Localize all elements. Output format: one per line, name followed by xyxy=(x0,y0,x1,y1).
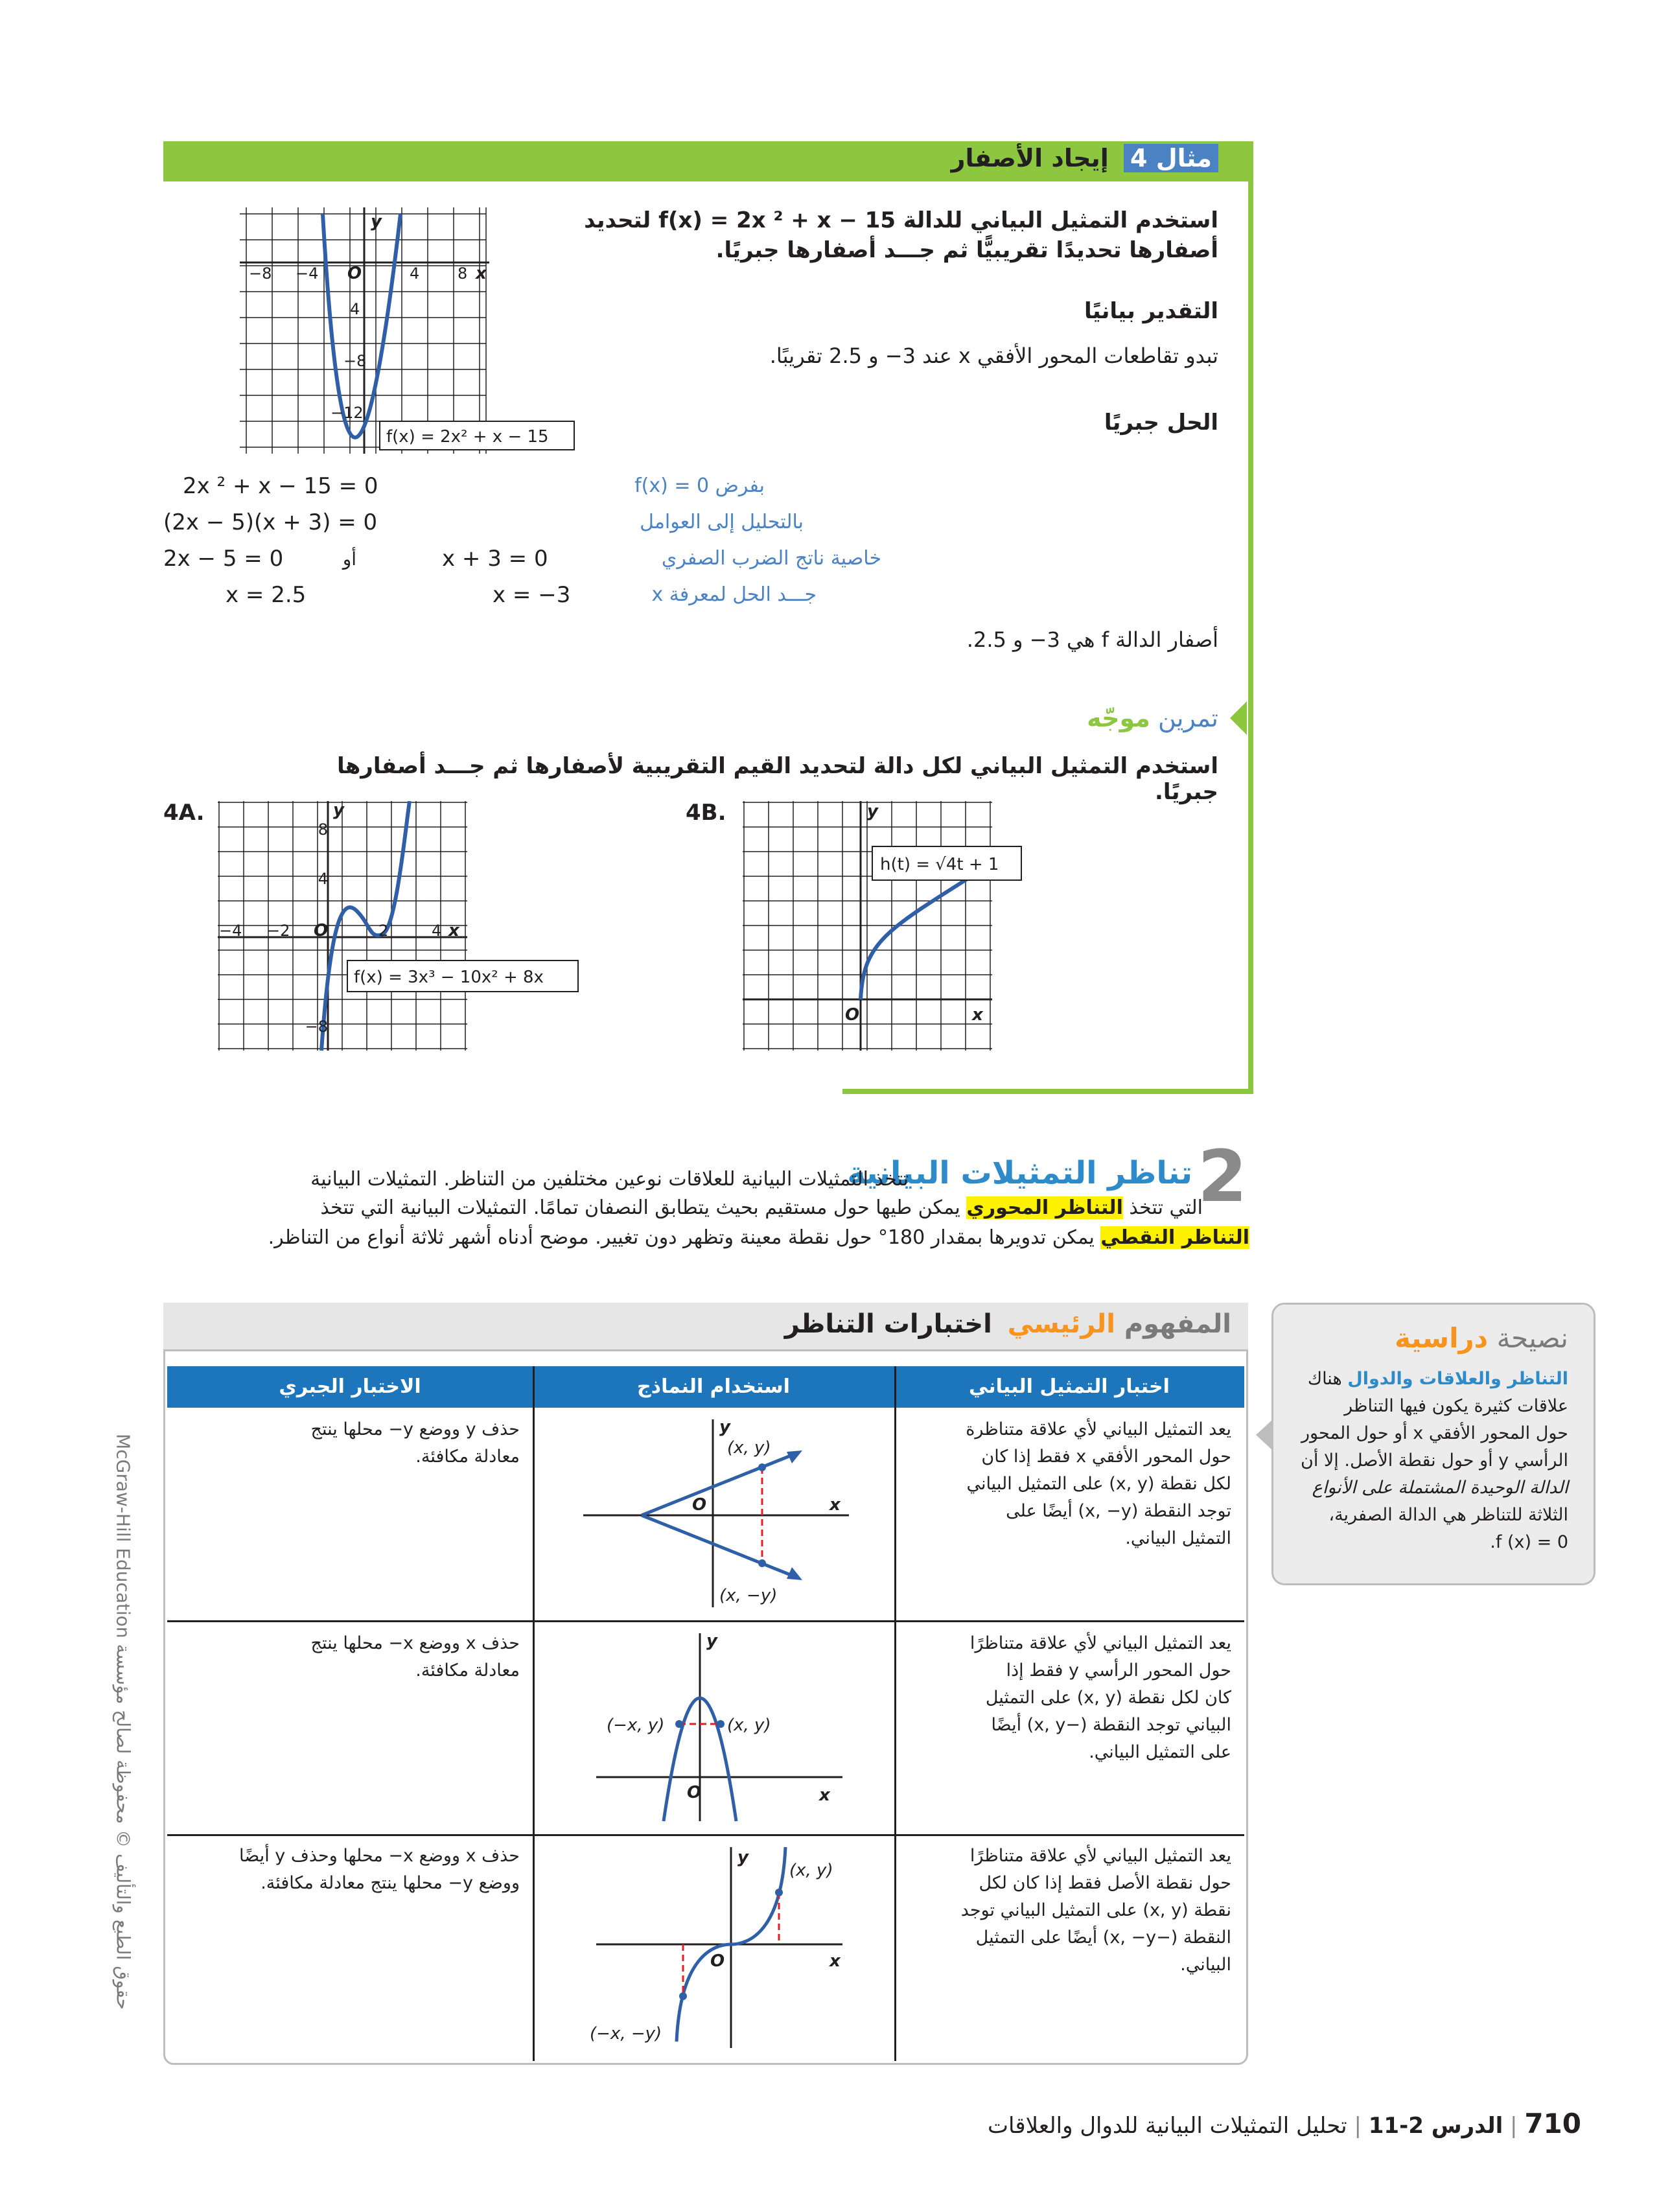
row-3-graph-test-1: يعد التمثيل البياني لأي علاقة متناظرًا xyxy=(969,1846,1231,1866)
example-y-tick-2: −8 xyxy=(343,352,367,370)
point-symmetry-term: التناظر النقطي xyxy=(1100,1226,1249,1249)
concept-title-b: الرئيسي xyxy=(1007,1309,1115,1339)
problem-4a-x-axis-label: x xyxy=(448,921,459,940)
row-3-label-x: x xyxy=(830,1951,841,1971)
row-1-point-2 xyxy=(758,1559,766,1567)
step-1-math: 2x ² + x − 15 = 0 xyxy=(183,473,378,499)
problem-4b-number: 4B. xyxy=(686,800,726,826)
row-1-algebraic-1: حذف y ووضع y− محلها ينتج xyxy=(310,1419,520,1439)
row-2-graph-test-3: كان لكل نقطة (x, y) على التمثيل xyxy=(985,1688,1231,1708)
row-2-label-x: x xyxy=(819,1786,830,1805)
row-3-graph-test-3: نقطة (x, y) على التمثيل البياني توجد xyxy=(960,1900,1231,1920)
problem-4a-graph xyxy=(218,801,581,1054)
guided-title-a: تمرين xyxy=(1157,704,1218,732)
study-tip-line-1 xyxy=(1283,1369,1568,1389)
row-1-graph-test-3: لكل نقطة (x, y) على التمثيل البياني xyxy=(966,1474,1231,1494)
step-3-math-right: x + 3 = 0 xyxy=(442,546,548,572)
footer-divider-2: | xyxy=(1347,2113,1362,2139)
example-y-tick-3: −12 xyxy=(331,404,364,422)
study-tip-pointer xyxy=(1256,1419,1273,1450)
problem-4b-label: h(t) = √4t + 1 xyxy=(880,855,999,874)
row-1-lower-ray xyxy=(642,1515,797,1578)
section-2-line-2 xyxy=(163,1196,1203,1219)
row-2-algebraic-1: حذف x ووضع x− محلها ينتج xyxy=(310,1633,520,1653)
example-title-text: إيجاد الأصفار xyxy=(951,144,1109,172)
row-1-graph-test-1: يعد التمثيل البياني لأي علاقة متناظرة xyxy=(966,1419,1231,1439)
study-tip-line-3: حول المحور الأفقي x أو حول المحور xyxy=(1301,1423,1568,1443)
footer-title: تحليل التمثيلات البيانية للدوال والعلاقات xyxy=(988,2113,1347,2139)
example-frame-bottom xyxy=(842,1089,1253,1094)
example-label: مثال 4 xyxy=(1124,144,1218,172)
step-1-reason: بفرض f(x) = 0 xyxy=(634,474,765,497)
row-3-label-y: y xyxy=(737,1848,748,1867)
problem-4b-origin: O xyxy=(845,1005,860,1025)
row-1-graph-test-5: التمثيل البياني. xyxy=(1125,1528,1231,1548)
row-1-upper-arrowhead xyxy=(787,1450,802,1463)
row-2-label-y: y xyxy=(706,1631,717,1651)
step-3-or: أو xyxy=(342,548,356,570)
row-2-graph-test-2: حول المحور الرأسي y فقط إذا xyxy=(1006,1660,1231,1681)
row-1-graph-test-4: توجد النقطة (x, −y) أيضًا على xyxy=(1006,1501,1231,1521)
row-1-label-p2: (x, −y) xyxy=(719,1586,778,1605)
guided-title-b: موجّه xyxy=(1087,704,1150,732)
row-3-label-o: O xyxy=(710,1951,725,1971)
row-1-label-y: y xyxy=(719,1417,730,1437)
row-divider-1 xyxy=(167,1620,1244,1622)
row-2-point-2 xyxy=(675,1720,683,1728)
concept-title xyxy=(648,1309,1231,1339)
problem-4b-x-axis-label: x xyxy=(972,1005,983,1025)
study-tip-title xyxy=(1296,1322,1568,1354)
problem-4a-y-axis-label: y xyxy=(333,801,344,820)
row-divider-2 xyxy=(167,1834,1244,1836)
step-4-math-left: x = 2.5 xyxy=(226,582,307,608)
row-2-algebraic-2: معادلة مكافئة. xyxy=(415,1660,520,1681)
section-2-line-2-a: التي تتخذ xyxy=(1129,1196,1203,1219)
concept-title-c: اختبارات التناظر xyxy=(784,1309,992,1339)
footer-page-number: 710 xyxy=(1524,2108,1581,2139)
example-instruction-1: استخدم التمثيل البياني للدالة f(x) = 2x ² + x − 15 لتحديد xyxy=(584,207,1218,233)
study-tip-line-0: هناك xyxy=(1307,1369,1342,1389)
estimate-text: تبدو تقاطعات المحور الأفقي x عند 3− و 2.5 تقريبًا. xyxy=(769,343,1218,368)
guided-arrow xyxy=(1230,701,1247,735)
row-3-label-p1: (x, y) xyxy=(789,1861,833,1880)
guided-title xyxy=(972,704,1218,732)
section-2-line-1: تتخذ التمثيلات البيانية للعلاقات نوعين مختلفين من التناظر. التمثيلات البيانية xyxy=(310,1168,909,1191)
row-3-model xyxy=(583,1841,855,2055)
step-3-reason: خاصية ناتج الضرب الصفري xyxy=(661,547,881,570)
example-x-axis-label: x xyxy=(476,264,487,283)
estimate-heading: التقدير بيانيًا xyxy=(1084,298,1218,324)
example-y-tick-1: 4 xyxy=(350,300,360,318)
row-3-algebraic-1: حذف x ووضع x− محلها وحذف y أيضًا xyxy=(239,1846,520,1866)
header-models: استخدام النماذج xyxy=(637,1375,790,1398)
row-2-point-1 xyxy=(717,1720,725,1728)
step-4-math-right: x = −3 xyxy=(493,582,571,608)
header-graph-test: اختبار التمثيل البياني xyxy=(969,1375,1170,1398)
row-2-graph-test-4: البياني توجد النقطة (−x, y) أيضًا xyxy=(991,1715,1231,1735)
row-3-algebraic-2: ووضع y− محلها ينتج معادلة مكافئة. xyxy=(261,1873,520,1893)
row-1-model xyxy=(583,1413,855,1614)
problem-4a-number: 4A. xyxy=(163,800,205,826)
row-2-label-p2: (−x, y) xyxy=(607,1716,665,1735)
problem-4b-y-axis-label: y xyxy=(867,802,878,821)
concept-title-a: المفهوم xyxy=(1124,1309,1231,1339)
example-graph-label: f(x) = 2x² + x − 15 xyxy=(386,427,549,447)
problem-4a-x-tick-4: 2 xyxy=(378,922,389,940)
problem-4b-sqrt-curve xyxy=(861,878,969,999)
example-x-tick-5: 8 xyxy=(458,264,468,283)
row-3-point-2 xyxy=(679,1992,687,2000)
step-3-math-left: 2x − 5 = 0 xyxy=(163,546,284,572)
solve-heading: الحل جبريًا xyxy=(1104,410,1218,436)
study-tip-line-5: الدالة الوحيدة المشتملة على الأنواع xyxy=(1312,1478,1568,1498)
row-3-point-1 xyxy=(775,1889,783,1896)
study-tip-line-6: الثلاثة للتناظر هي الدالة الصفرية، xyxy=(1328,1505,1568,1525)
row-2-label-o: O xyxy=(687,1783,702,1802)
example-y-axis-label: y xyxy=(371,212,382,231)
row-3-label-p2: (−x, −y) xyxy=(590,2024,662,2043)
problem-4b-graph xyxy=(743,801,1067,1054)
row-1-graph-test-2: حول المحور الأفقي x فقط إذا كان xyxy=(981,1447,1231,1467)
row-2-graph-test-5: على التمثيل البياني. xyxy=(1089,1742,1231,1762)
row-3-graph-test-2: حول نقطة الأصل فقط إذا كان لكل xyxy=(979,1873,1231,1893)
footer-lesson: الدرس 2-11 xyxy=(1368,2113,1503,2139)
example-graph xyxy=(240,207,577,467)
problem-4a-y-tick-3: −8 xyxy=(305,1018,328,1036)
row-1-point-1 xyxy=(758,1463,766,1471)
column-divider-2 xyxy=(894,1366,896,2061)
header-algebraic: الاختبار الجبري xyxy=(279,1375,421,1398)
row-1-lower-arrowhead xyxy=(787,1567,802,1580)
footer xyxy=(778,2108,1581,2139)
example-instruction-2: أصفارها تحديدًا تقريبيًّا ثم جـــد أصفارها جبريًا. xyxy=(715,237,1218,263)
step-2-math: (2x − 5)(x + 3) = 0 xyxy=(163,509,378,535)
side-credit: حقوق الطبع والتأليف © محفوظة لصالح مؤسسة McGraw-Hill Education xyxy=(112,1434,134,2010)
problem-4a-label: f(x) = 3x³ − 10x² + 8x xyxy=(354,968,544,987)
example-x-tick-3: O xyxy=(347,264,362,283)
problem-4a-x-tick-2: −2 xyxy=(267,922,290,940)
problem-4a-y-tick-1: 8 xyxy=(318,821,328,839)
axis-symmetry-term: التناظر المحوري xyxy=(966,1196,1123,1219)
study-tip-line-7: f (x) = 0. xyxy=(1490,1532,1568,1552)
problem-4a-y-tick-2: 4 xyxy=(318,870,328,888)
row-3-graph-test-4: النقطة (−x, −y) أيضًا على التمثيل xyxy=(975,1927,1231,1948)
section-2-line-3 xyxy=(163,1226,1249,1249)
row-1-label-x: x xyxy=(830,1495,841,1515)
example-x-tick-2: −4 xyxy=(296,264,319,283)
study-tip-title-a: نصيحة xyxy=(1496,1322,1568,1354)
step-4-reason: جـــد الحل لمعرفة x xyxy=(651,583,817,606)
row-1-upper-ray xyxy=(642,1453,797,1515)
row-2-label-p1: (x, y) xyxy=(727,1716,771,1735)
column-divider-1 xyxy=(533,1366,535,2061)
example-title xyxy=(713,144,1218,172)
example-conclusion: أصفار الدالة f هي 3− و 2.5. xyxy=(966,627,1218,652)
study-tip-subtitle: التناظر والعلاقات والدوال xyxy=(1347,1369,1568,1389)
row-3-graph-test-5: البياني. xyxy=(1180,1955,1231,1975)
row-1-algebraic-2: معادلة مكافئة. xyxy=(415,1447,520,1467)
row-2-graph-test-1: يعد التمثيل البياني لأي علاقة متناظرًا xyxy=(969,1633,1231,1653)
step-2-reason: بالتحليل إلى العوامل xyxy=(640,511,804,533)
problem-4a-x-tick-3: O xyxy=(314,921,329,940)
section-2-line-3-b: يمكن تدويرها بمقدار 180° حول نقطة معينة وتظهر دون تغيير. موضح أدناه أشهر ثلاثة أنواع من التناظر. xyxy=(268,1226,1095,1249)
example-x-tick-4: 4 xyxy=(410,264,420,283)
row-2-model xyxy=(583,1627,855,1828)
study-tip-line-4: الرأسي y أو حول نقطة الأصل. إلا أن xyxy=(1300,1450,1568,1471)
section-2-title: تناظر التمثيلات البيانية xyxy=(847,1155,1192,1191)
footer-divider: | xyxy=(1503,2113,1518,2139)
section-2-number: 2 xyxy=(1198,1135,1247,1218)
study-tip-title-b: دراسية xyxy=(1395,1322,1489,1354)
section-2-line-2-b: يمكن طيها حول مستقيم بحيث يتطابق النصفان تمامًا. التمثيلات البيانية التي تتخذ xyxy=(320,1196,960,1219)
row-1-label-p1: (x, y) xyxy=(727,1438,771,1458)
problem-4a-x-tick-5: 4 xyxy=(432,922,442,940)
example-frame-right xyxy=(1248,141,1253,1094)
row-1-label-o: O xyxy=(692,1495,707,1515)
problem-4a-x-tick-1: −4 xyxy=(219,922,242,940)
study-tip-line-2: علاقات كثيرة يكون فيها التناظر xyxy=(1344,1396,1568,1416)
guided-instruction: استخدم التمثيل البياني لكل دالة لتحديد القيم التقريبية لأصفارها ثم جـــد أصفارها جبريًا. xyxy=(336,753,1218,805)
example-x-tick-1: −8 xyxy=(249,264,272,283)
